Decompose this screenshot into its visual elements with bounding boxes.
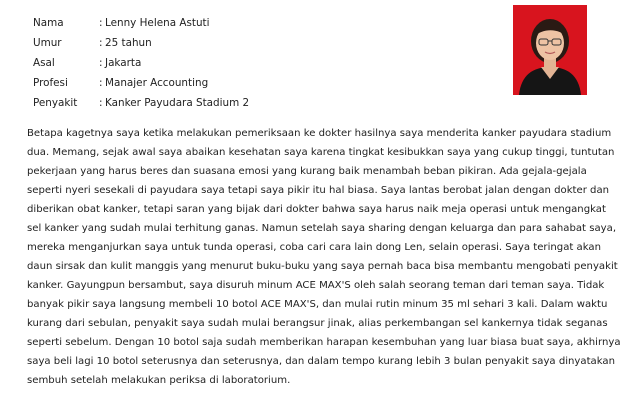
name-value: Lenny Helena Astuti [105,17,210,29]
profile-row-job [33,73,249,93]
age-label: Umur [33,37,62,49]
story-line: banyak pikir saya langsung membeli 10 botol ACE MAX'S, dan mulai rutin minum 35 ml sehari 3 kali. Dalam waktu [27,299,608,310]
story-line: diberikan obat kanker, tetapi saran yang bijak dari dokter bahwa saya harus naik meja operasi untuk mengangkat [27,204,606,215]
testimony-paragraph [27,124,621,390]
story-line: kanker. Gayungpun bersambut, saya disuruh minum ACE MAX'S oleh salah seorang teman dari teman saya. Tidak [27,280,605,291]
portrait-photo [513,5,587,95]
story-line: dua. Memang, sejak awal saya abaikan kesehatan saya karena tingkat kesibukkan saya yang cukup tinggi, tuntutan [27,147,615,158]
profile-row-name [33,13,249,33]
portrait-icon [513,5,587,95]
age-value: 25 tahun [105,37,152,49]
story-line: sembuh setelah melakukan periksa di laboratorium. [27,375,291,386]
name-label: Nama [33,17,64,29]
story-line: saya beli lagi 10 botol seterusnya dan seterusnya, dan dalam tempo kurang lebih 3 bulan penyakit saya dinyatakan [27,356,615,367]
origin-label: Asal [33,57,55,69]
story-line: kurang dari sebulan, penyakit saya sudah mulai berangsur jinak, alias perkembangan sel kankernya tidak seganas [27,318,608,329]
story-line: sel kanker yang sudah mulai terhitung ganas. Namun setelah saya sharing dengan keluarga dan para sahabat saya, [27,223,617,234]
separator: : [99,37,103,49]
separator: : [99,97,103,109]
origin-value: Jakarta [105,57,142,69]
job-value: Manajer Accounting [105,77,209,89]
profile-row-disease [33,93,249,113]
profile-row-age [33,33,249,53]
story-line: daun sirsak dan kulit manggis yang menurut buku-buku yang saya pernah baca bisa membantu mengobati penyakit [27,261,618,272]
profile-info [33,13,249,113]
story-line: mereka menganjurkan saya untuk tunda operasi, coba cari cara lain dong Len, selain operasi. Saya teringat akan [27,242,601,253]
profile-row-origin [33,53,249,73]
story-line: pekerjaan yang harus beres dan suasana emosi yang kurang baik menambah beban pikiran. Ada gejala-gejala [27,166,587,177]
disease-label: Penyakit [33,97,78,109]
separator: : [99,57,103,69]
story-line: seperti sebelum. Dengan 10 botol saja sudah memberikan harapan kesembuhan yang luar biasa buat saya, akhirnya [27,337,621,348]
job-label: Profesi [33,77,68,89]
separator: : [99,77,103,89]
separator: : [99,17,103,29]
story-line: Betapa kagetnya saya ketika melakukan pemeriksaan ke dokter hasilnya saya menderita kanker payudara stadium [27,128,612,139]
story-line: seperti nyeri sesekali di payudara saya tetapi saya pikir itu hal biasa. Saya lantas berobat jalan dengan dokter dan [27,185,610,196]
disease-value: Kanker Payudara Stadium 2 [105,97,250,109]
